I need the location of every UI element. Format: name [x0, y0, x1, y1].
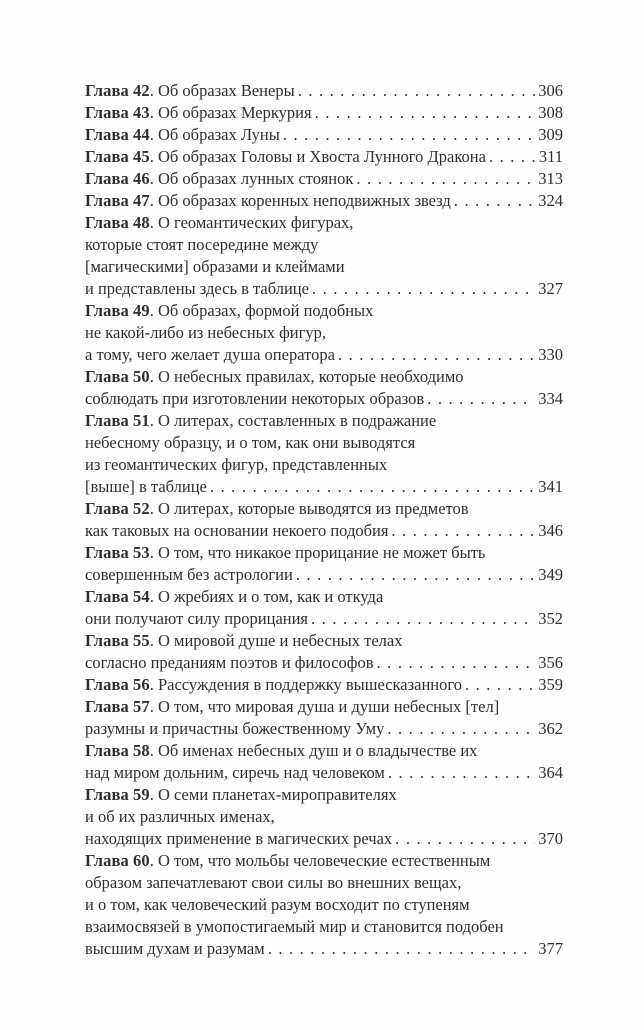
toc-line [85, 542, 563, 564]
toc-line-text: которые стоят посередине между [85, 235, 319, 254]
dot-leader [454, 190, 535, 212]
chapter-label: Глава 42 [85, 81, 150, 100]
dot-leader [338, 344, 535, 366]
chapter-label: Глава 53 [85, 543, 150, 562]
toc-line-text: а тому, чего желает душа оператора [85, 345, 335, 364]
toc-line [85, 828, 563, 850]
page-number: 364 [538, 763, 563, 782]
toc-line [85, 652, 563, 674]
chapter-label: Глава 44 [85, 125, 150, 144]
toc-line [85, 476, 563, 498]
chapter-label: Глава 51 [85, 411, 150, 430]
page-number: 352 [538, 609, 563, 628]
toc-line [85, 344, 563, 366]
chapter-label: Глава 55 [85, 631, 150, 650]
page-number: 313 [538, 169, 563, 188]
page-number: 311 [538, 147, 563, 166]
toc-line-text: небесному образцу, и о том, как они выводятся [85, 433, 416, 452]
dot-leader [298, 80, 536, 102]
toc-line [85, 432, 563, 454]
toc-line-text: взаимосвязей в умопостигаемый мир и становится подобен [85, 917, 504, 936]
toc-line [85, 696, 563, 718]
toc-line-text: как таковых на основании некоего подобия [85, 521, 389, 540]
toc-line-text: и о том, как человеческий разум восходит по ступеням [85, 895, 470, 914]
toc-line [85, 124, 563, 146]
dot-leader [283, 124, 535, 146]
toc-line-text: Глава 45. Об образах Головы и Хвоста Лунного Дракона [85, 147, 486, 166]
toc-line [85, 784, 563, 806]
toc-line-text: [магическими] образами и клеймами [85, 257, 345, 276]
chapter-label: Глава 58 [85, 741, 150, 760]
page-number: 324 [538, 191, 563, 210]
toc-line [85, 388, 563, 410]
toc-line [85, 674, 563, 696]
chapter-label: Глава 60 [85, 851, 150, 870]
page-number: 359 [538, 675, 563, 694]
chapter-label: Глава 43 [85, 103, 150, 122]
toc-line-text: Глава 48. О геомантических фигурах, [85, 213, 354, 232]
toc-line [85, 938, 563, 960]
toc-line [85, 410, 563, 432]
chapter-label: Глава 49 [85, 301, 150, 320]
toc-line-text: Глава 55. О мировой душе и небесных телах [85, 631, 403, 650]
chapter-label: Глава 52 [85, 499, 150, 518]
toc-line-text: соблюдать при изготовлении некоторых образов [85, 389, 425, 408]
toc-line-text: не какой-либо из небесных фигур, [85, 323, 327, 342]
toc-line-text: Глава 58. Об именах небесных душ и о владычестве их [85, 741, 478, 760]
dot-leader [388, 762, 535, 784]
dot-leader [311, 608, 535, 630]
toc-line [85, 872, 563, 894]
toc-line-text: Глава 54. О жребиях и о том, как и откуда [85, 587, 384, 606]
page-number: 330 [538, 345, 563, 364]
dot-leader [356, 168, 535, 190]
toc-line [85, 234, 563, 256]
chapter-label: Глава 56 [85, 675, 150, 694]
chapter-label: Глава 59 [85, 785, 150, 804]
toc-line-text: и представлены здесь в таблице [85, 279, 309, 298]
toc-line-text: Глава 46. Об образах лунных стоянок [85, 169, 354, 188]
page-number: 349 [538, 565, 563, 584]
dot-leader [465, 674, 535, 696]
toc-line [85, 454, 563, 476]
toc-line-text: Глава 50. О небесных правилах, которые необходимо [85, 367, 464, 386]
dot-leader [210, 476, 535, 498]
toc-line-text: и об их различных именах, [85, 807, 275, 826]
chapter-label: Глава 45 [85, 147, 150, 166]
toc-line [85, 630, 563, 652]
dot-leader [377, 652, 536, 674]
toc-line-text: образом запечатлевают свои силы во внешних вещах, [85, 873, 462, 892]
toc-line-text: Глава 44. Об образах Луны [85, 125, 280, 144]
toc-line-text: Глава 52. О литерах, которые выводятся из предметов [85, 499, 469, 518]
page-number: 308 [538, 103, 563, 122]
dot-leader [387, 718, 535, 740]
toc-line-text: [выше] в таблице [85, 477, 207, 496]
page-number: 306 [538, 81, 563, 100]
toc-line-text: Глава 51. О литерах, составленных в подражание [85, 411, 437, 430]
page-number: 370 [538, 829, 563, 848]
dot-leader [296, 564, 535, 586]
dot-leader [391, 520, 535, 542]
dot-leader [489, 146, 536, 168]
toc-line [85, 586, 563, 608]
toc-line-text: находящих применение в магических речах [85, 829, 393, 848]
toc-line-text: Глава 42. Об образах Венеры [85, 81, 295, 100]
page-number: 327 [538, 279, 563, 298]
dot-leader [315, 102, 536, 124]
page-number: 341 [538, 477, 563, 496]
page-number: 356 [538, 653, 563, 672]
toc-line [85, 146, 563, 168]
chapter-label: Глава 54 [85, 587, 150, 606]
page-number: 362 [538, 719, 563, 738]
toc-line-text: разумны и причастны божественному Уму [85, 719, 385, 738]
toc-line [85, 520, 563, 542]
toc-line [85, 366, 563, 388]
toc-line-text: из геомантических фигур, представленных [85, 455, 388, 474]
table-of-contents [85, 80, 563, 960]
dot-leader [427, 388, 535, 410]
chapter-label: Глава 50 [85, 367, 150, 386]
page-number: 377 [538, 939, 563, 958]
toc-line [85, 894, 563, 916]
toc-line-text: Глава 59. О семи планетах-мироправителях [85, 785, 397, 804]
page-number: 334 [538, 389, 563, 408]
toc-line [85, 498, 563, 520]
chapter-label: Глава 48 [85, 213, 150, 232]
chapter-label: Глава 57 [85, 697, 150, 716]
toc-line [85, 102, 563, 124]
page-number: 309 [538, 125, 563, 144]
toc-line-text: согласно преданиям поэтов и философов [85, 653, 374, 672]
chapter-label: Глава 47 [85, 191, 150, 210]
toc-line-text: Глава 47. Об образах коренных неподвижных звезд [85, 191, 451, 210]
dot-leader [312, 278, 535, 300]
chapter-label: Глава 46 [85, 169, 150, 188]
toc-line [85, 608, 563, 630]
toc-line [85, 322, 563, 344]
toc-line [85, 278, 563, 300]
toc-line-text: они получают силу прорицания [85, 609, 309, 628]
page-number: 346 [538, 521, 563, 540]
dot-leader [395, 828, 535, 850]
toc-line [85, 850, 563, 872]
toc-line [85, 740, 563, 762]
toc-line [85, 212, 563, 234]
toc-line [85, 256, 563, 278]
toc-line-text: Глава 57. О том, что мировая душа и души небесных [тел] [85, 697, 500, 716]
toc-line-text: над миром дольним, сиречь над человеком [85, 763, 385, 782]
toc-line [85, 916, 563, 938]
toc-line-text: Глава 60. О том, что мольбы человеческие естественным [85, 851, 491, 870]
toc-line [85, 806, 563, 828]
toc-line-text: Глава 49. Об образах, формой подобных [85, 301, 374, 320]
toc-line [85, 168, 563, 190]
toc-line [85, 762, 563, 784]
toc-line [85, 190, 563, 212]
toc-line [85, 564, 563, 586]
toc-line-text: высшим духам и разумам [85, 939, 265, 958]
toc-line [85, 80, 563, 102]
toc-line [85, 718, 563, 740]
toc-line [85, 300, 563, 322]
toc-line-text: Глава 43. Об образах Меркурия [85, 103, 312, 122]
toc-line-text: совершенным без астрологии [85, 565, 293, 584]
toc-line-text: Глава 56. Рассуждения в поддержку вышесказанного [85, 675, 462, 694]
toc-line-text: Глава 53. О том, что никакое прорицание не может быть [85, 543, 486, 562]
dot-leader [268, 938, 536, 960]
